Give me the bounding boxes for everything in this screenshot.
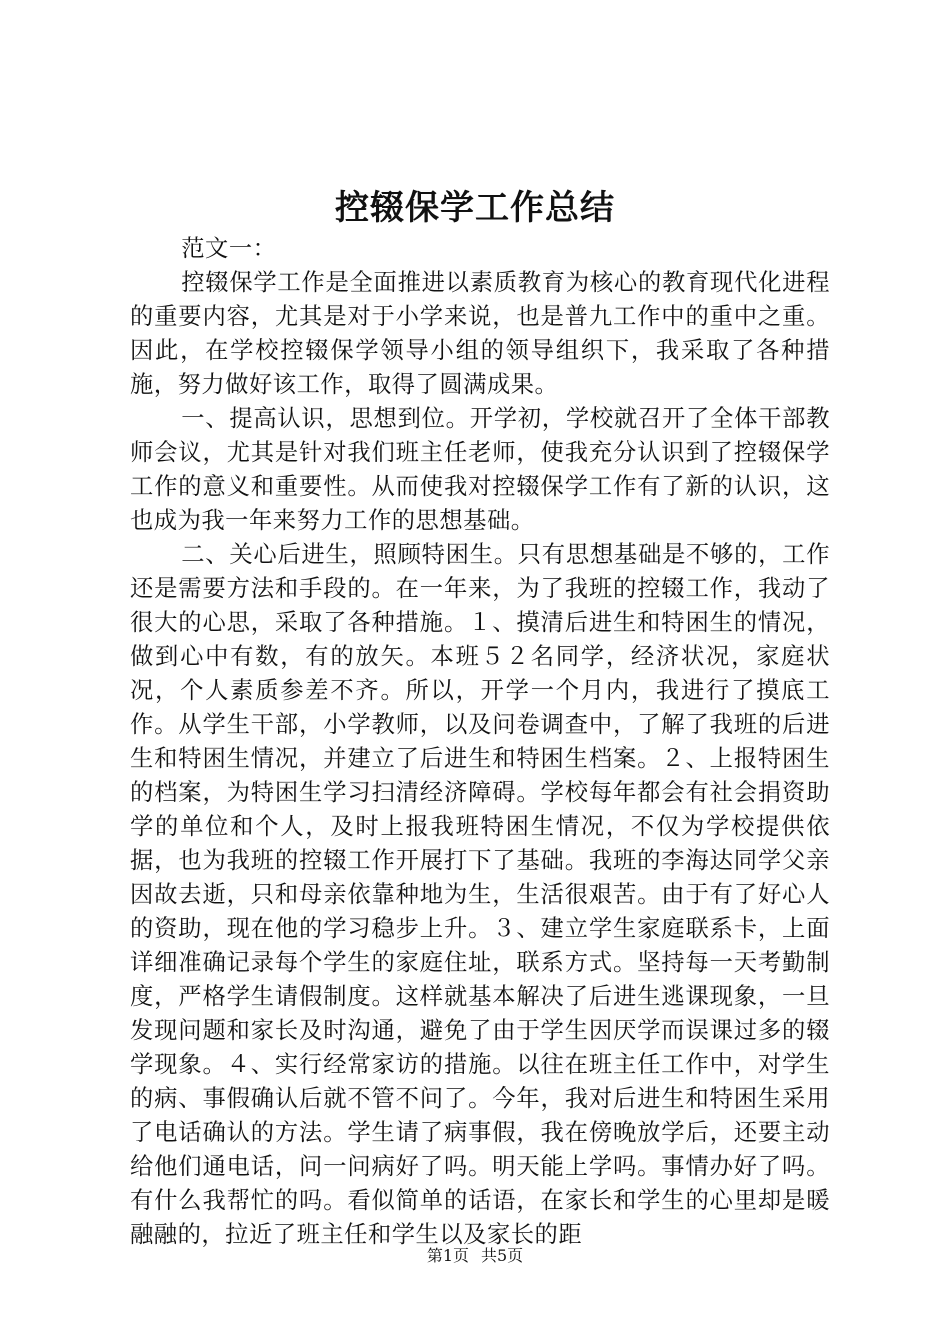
paragraph-intro: 控辍保学工作是全面推进以素质教育为核心的教育现代化进程的重要内容，尤其是对于小学来说，也是普九工作中的重中之重。因此，在学校控辍保学领导小组的领导组织下，我采取了各种措施，努力做好该工作，取得了圆满成果。	[130, 269, 830, 398]
paragraph-label: 范文一：	[181, 235, 277, 262]
page-number: 第1页	[426, 1246, 469, 1265]
paragraph-section-one: 一、提高认识，思想到位。开学初，学校就召开了全体干部教师会议，尤其是针对我们班主任老师，使我充分认识到了控辍保学工作的意义和重要性。从而使我对控辍保学工作有了新的认识，这也成为我一年来努力工作的思想基础。	[130, 405, 830, 534]
page-footer	[0, 1244, 950, 1268]
document-body	[130, 232, 830, 1252]
document-title: 控辍保学工作总结	[335, 188, 615, 228]
page-total: 共5页	[481, 1246, 524, 1265]
paragraph-section-two: 二、关心后进生，照顾特困生。只有思想基础是不够的，工作还是需要方法和手段的。在一年来，为了我班的控辍工作，我动了很大的心思，采取了各种措施。１、摸清后进生和特困生的情况，做到心中有数，有的放矢。本班５２名同学，经济状况，家庭状况，个人素质参差不齐。所以，开学一个月内，我进行了摸底工作。从学生干部，小学教师，以及问卷调查中，了解了我班的后进生和特困生情况，并建立了后进生和特困生档案。２、上报特困生的档案，为特困生学习扫清经济障碍。学校每年都会有社会捐资助学的单位和个人，及时上报我班特困生情况，不仅为学校提供依据，也为我班的控辍工作开展打下了基础。我班的李海达同学父亲因故去逝，只和母亲依靠种地为生，生活很艰苦。由于有了好心人的资助，现在他的学习稳步上升。３、建立学生家庭联系卡，上面详细准确记录每个学生的家庭住址，联系方式。坚持每一天考勤制度，严格学生请假制度。这样就基本解决了后进生逃课现象，一旦发现问题和家长及时沟通，避免了由于学生因厌学而误课过多的辍学现象。４、实行经常家访的措施。以往在班主任工作中，对学生的病、事假确认后就不管不问了。今年，我对后进生和特困生采用了电话确认的方法。学生请了病事假，我在傍晚放学后，还要主动给他们通电话，问一问病好了吗。明天能上学吗。事情办好了吗。有什么我帮忙的吗。看似简单的话语，在家长和学生的心里却是暖融融的，拉近了班主任和学生以及家长的距	[130, 541, 830, 1248]
